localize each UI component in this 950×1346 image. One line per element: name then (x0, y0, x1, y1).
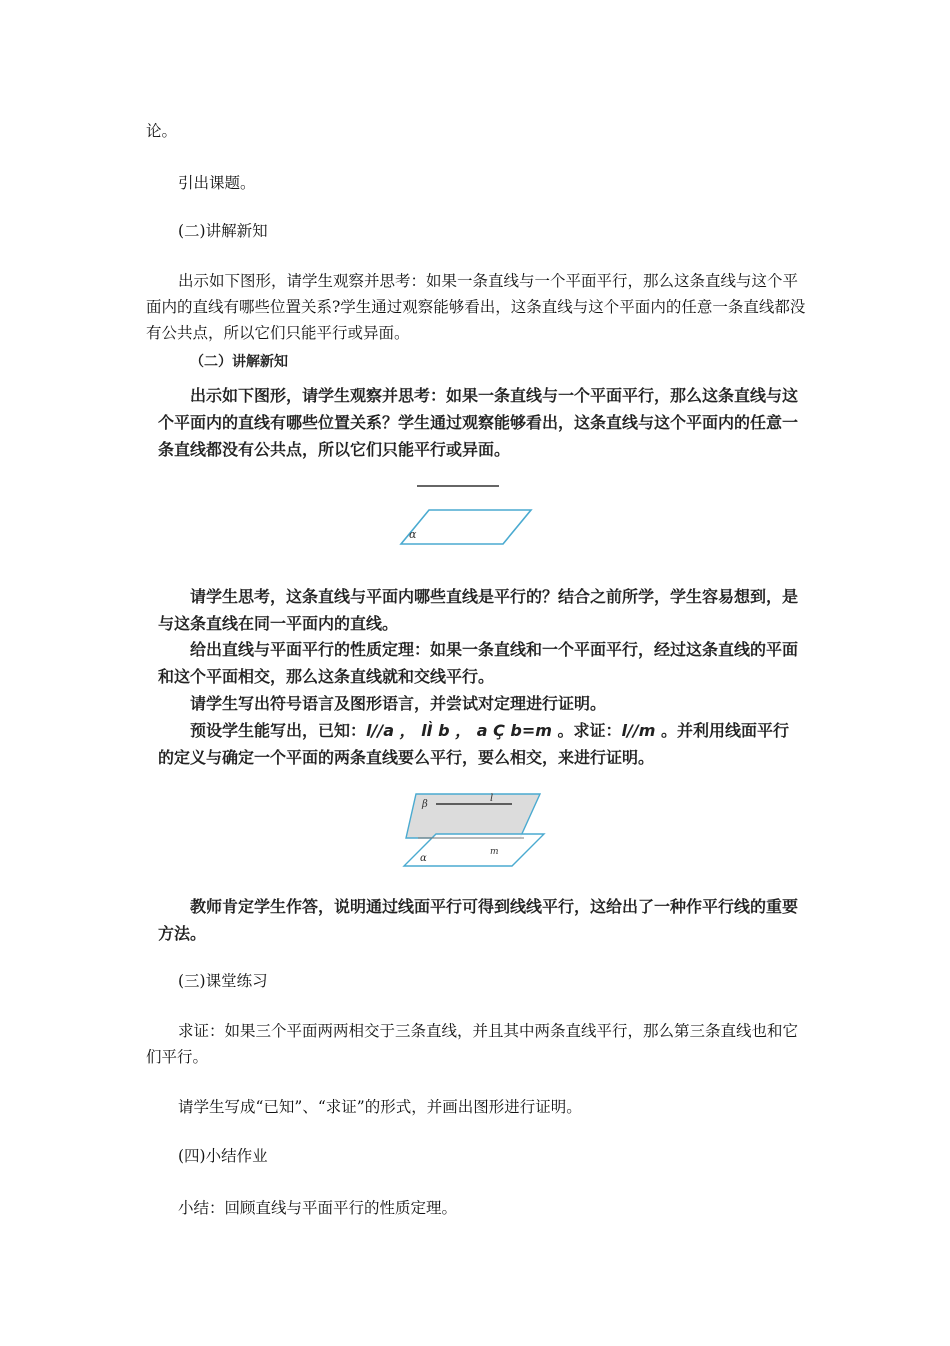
scan-paragraph-6: 教师肯定学生作答，说明通过线面平行可得到线线平行，这给出了一种作平行线的重要方法。 (158, 897, 799, 943)
l-label: l (490, 793, 494, 804)
plane-alpha (401, 510, 531, 544)
paragraph-proof: 求证：如果三个平面两两相交于三条直线，并且其中两条直线平行，那么第三条直线也和它们平行。 (146, 1022, 799, 1066)
p5-part-a: 预设学生能写出，已知： (190, 721, 367, 740)
paragraph-summary: 小结：回顾直线与平面平行的性质定理。 (178, 1199, 458, 1217)
p5-symbols-prove: l//m (621, 721, 656, 740)
paragraph-observe: 出示如下图形，请学生观察并思考：如果一条直线与一个平面平行，那么这条直线与这个平面内的直线有哪些位置关系?学生通过观察能够看出，这条直线与这个平面内的任意一条直线都没有公共点，所以它们只能平行或异面。 (146, 272, 806, 342)
scan-paragraph-3: 给出直线与平面平行的性质定理：如果一条直线和一个平面平行，经过这条直线的平面和这个平面相交，那么这条直线就和交线平行。 (158, 640, 799, 686)
section-heading-4: (四)小结作业 (178, 1147, 268, 1165)
p5-part-c: 。并利用线面平行的定义与确定一个平面的两条直线要么平行，要么相交，来进行证明。 (158, 721, 789, 767)
figure-two-planes (400, 790, 550, 872)
text-line-top: 论。 (146, 122, 178, 140)
scan-paragraph-4: 请学生写出符号语言及图形语言，并尝试对定理进行证明。 (190, 694, 607, 713)
beta-label: β (422, 799, 428, 810)
scan-paragraph-2: 请学生思考，这条直线与平面内哪些直线是平行的？结合之前所学，学生容易想到，是与这条直线在同一平面内的直线。 (158, 587, 799, 633)
figure-line-plane (395, 478, 555, 554)
section-heading-3: (三)课堂练习 (178, 972, 268, 990)
scan-paragraph-1: 出示如下图形，请学生观察并思考：如果一条直线与一个平面平行，那么这条直线与这个平面内的直线有哪些位置关系？学生通过观察能够看出，这条直线与这个平面内的任意一条直线都没有公共点，所以它们只能平行或异面。 (158, 386, 799, 459)
m-label: m (490, 847, 499, 857)
section-heading-2: (二)讲解新知 (178, 222, 268, 240)
p5-symbols-given: l//a ， lÌ b ， a Ç b=m (366, 721, 552, 740)
alpha-label-2: α (420, 853, 427, 864)
alpha-label: α (409, 528, 417, 541)
intro-text: 引出课题。 (178, 174, 256, 192)
scan-heading: （二）讲解新知 (190, 354, 288, 370)
scan-paragraph-5 (158, 717, 798, 771)
p5-part-b: 。求证： (551, 721, 622, 740)
paragraph-ask: 请学生写成“已知”、“求证”的形式，并画出图形进行证明。 (178, 1098, 582, 1116)
